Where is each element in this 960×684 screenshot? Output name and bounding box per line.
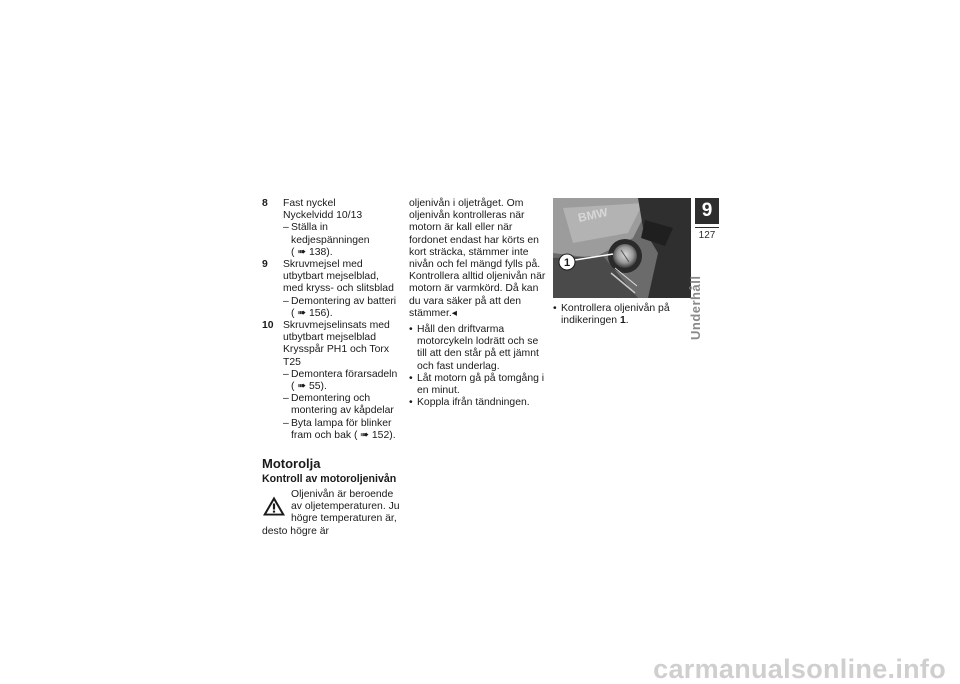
usage-line: – Ställa in kedjespänningen ( ➠ 138). <box>283 222 400 259</box>
item-line: Skruvmejsel med utbytbart mejselblad, med kryss- och slitsblad <box>283 259 394 295</box>
item-line: Nyckelvidd 10/13 <box>283 210 363 222</box>
callout-reference: 1 <box>619 315 626 327</box>
page-number: 127 <box>698 230 716 241</box>
item-number: 10 <box>262 320 274 332</box>
warning-note <box>262 489 400 538</box>
page-reference[interactable]: ( ➠ 138). <box>291 246 333 258</box>
list-item: • Håll den driftvarma motorcykeln lodrätt och se till att den står på ett jämnt och fast underlag. <box>409 324 547 373</box>
warning-triangle-icon <box>262 495 286 517</box>
left-column <box>262 198 400 538</box>
right-column <box>553 198 693 327</box>
page-reference[interactable]: ( ➠ 152). <box>353 429 396 441</box>
usage-line: – Demontering och montering av kåpdelar <box>283 393 400 417</box>
warning-text: Oljenivån är beroende av oljetemperaturen. Ju högre temperaturen är, desto högre är <box>262 489 400 537</box>
list-item: • Kontrollera oljenivån på indikeringen 1. <box>553 303 693 327</box>
tool-item-9 <box>262 259 400 320</box>
page-reference[interactable]: ( ➠ 55). <box>291 381 327 393</box>
item-number: 9 <box>262 259 268 271</box>
tool-item-10 <box>262 320 400 442</box>
item-line: Krysspår PH1 och Torx T25 <box>283 344 390 368</box>
middle-column <box>409 198 547 409</box>
item-line: Skruvmejselinsats med utbytbart mejselblad <box>283 320 390 344</box>
subsection-title: Kontroll av motoroljenivån <box>262 473 397 486</box>
usage-line: – Demontera förarsadeln ( ➠ 55). <box>283 369 400 393</box>
list-item: • Koppla ifrån tändningen. <box>409 397 547 409</box>
page-reference[interactable]: ( ➠ 156). <box>291 307 333 319</box>
photo-callout-label: 1 <box>563 257 571 269</box>
item-number: 8 <box>262 198 268 209</box>
list-item: • Låt motorn gå på tomgång i en minut. <box>409 373 547 397</box>
chapter-number: 9 <box>695 198 719 224</box>
usage-line: – Demontering av batteri ( ➠ 156). <box>283 296 400 320</box>
watermark: carmanualsonline.info <box>653 653 946 684</box>
body-paragraph: oljenivån i oljetråget. Om oljenivån kontrolleras när motorn är kall eller när fordonet endast har körts en kort sträcka, stämmer inte nivån och fel mängd fylls på. Kontrollera alltid oljenivån när motorn är varmkörd. Då kan du vara säker på att den stämmer.◂ <box>409 198 546 319</box>
section-title: Motorolja <box>262 456 321 472</box>
tool-item-8 <box>262 198 400 259</box>
photo-brand-text: BMW <box>576 205 609 225</box>
engine-oil-sight-glass-photo <box>553 198 691 298</box>
engine-photo-illustration <box>553 198 691 298</box>
chapter-marker <box>695 198 719 242</box>
chapter-divider <box>695 227 719 228</box>
usage-line: – Byta lampa för blinker fram och bak ( ➠ 152). <box>283 418 400 442</box>
item-line: Fast nyckel <box>283 198 336 209</box>
chapter-side-label: Underhåll <box>688 275 703 340</box>
